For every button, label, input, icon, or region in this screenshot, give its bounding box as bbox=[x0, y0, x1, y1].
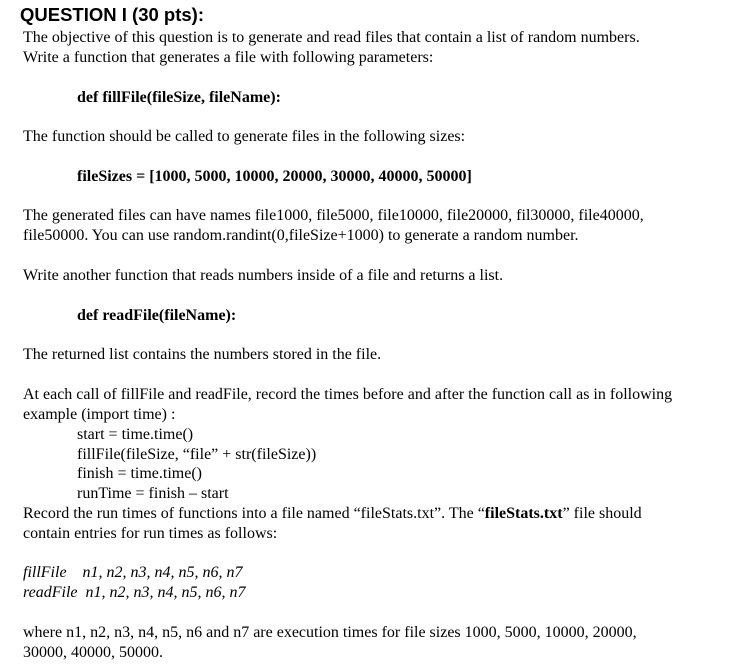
record-line-2: contain entries for run times as follows: bbox=[23, 525, 278, 542]
readfile-entry: readFile n1, n2, n3, n4, n5, n6, n7 bbox=[23, 584, 246, 601]
where-line-1: where n1, n2, n3, n4, n5, n6 and n7 are execution times for file sizes 1000, 5000, 10000, 20000, bbox=[23, 624, 637, 641]
question-heading: QUESTION I (30 pts): bbox=[20, 4, 204, 25]
record-text-part1: Record the run times of functions into a file named “fileStats.txt”. The “ bbox=[23, 505, 485, 522]
record-filename-bold: fileStats.txt bbox=[484, 505, 563, 522]
timing-line-1: At each call of fillFile and readFile, record the times before and after the function call as in following bbox=[23, 386, 673, 403]
fillfile-entry: fillFile n1, n2, n3, n4, n5, n6, n7 bbox=[23, 564, 243, 581]
code-line-start: start = time.time() bbox=[77, 426, 194, 443]
timing-line-2: example (import time) : bbox=[23, 406, 176, 423]
intro-line-2: Write a function that generates a file with following parameters: bbox=[23, 49, 434, 66]
file-names-line-1: The generated files can have names file1000, file5000, file10000, file20000, fil30000, file40000, bbox=[23, 207, 644, 224]
where-line-2: 30000, 40000, 50000. bbox=[23, 644, 163, 661]
file-names-line-2: file50000. You can use random.randint(0,fileSize+1000) to generate a random number. bbox=[23, 227, 579, 244]
readfile-intro: Write another function that reads numbers inside of a file and returns a list. bbox=[23, 267, 504, 284]
sizes-intro: The function should be called to generate files in the following sizes: bbox=[23, 128, 466, 145]
intro-line-1: The objective of this question is to generate and read files that contain a list of random numbers. bbox=[23, 29, 640, 46]
readfile-signature: def readFile(fileName): bbox=[77, 307, 237, 324]
file-sizes-list: fileSizes = [1000, 5000, 10000, 20000, 30000, 40000, 50000] bbox=[77, 168, 472, 185]
record-text-part2: ” file should bbox=[562, 505, 642, 522]
code-line-runtime: runTime = finish – start bbox=[77, 485, 229, 502]
returned-list-text: The returned list contains the numbers stored in the file. bbox=[23, 346, 382, 363]
fillfile-signature: def fillFile(fileSize, fileName): bbox=[77, 89, 281, 106]
code-line-finish: finish = time.time() bbox=[77, 465, 202, 482]
record-line-1 bbox=[23, 504, 642, 524]
code-line-fillfile: fillFile(fileSize, “file” + str(fileSize)) bbox=[77, 446, 317, 463]
